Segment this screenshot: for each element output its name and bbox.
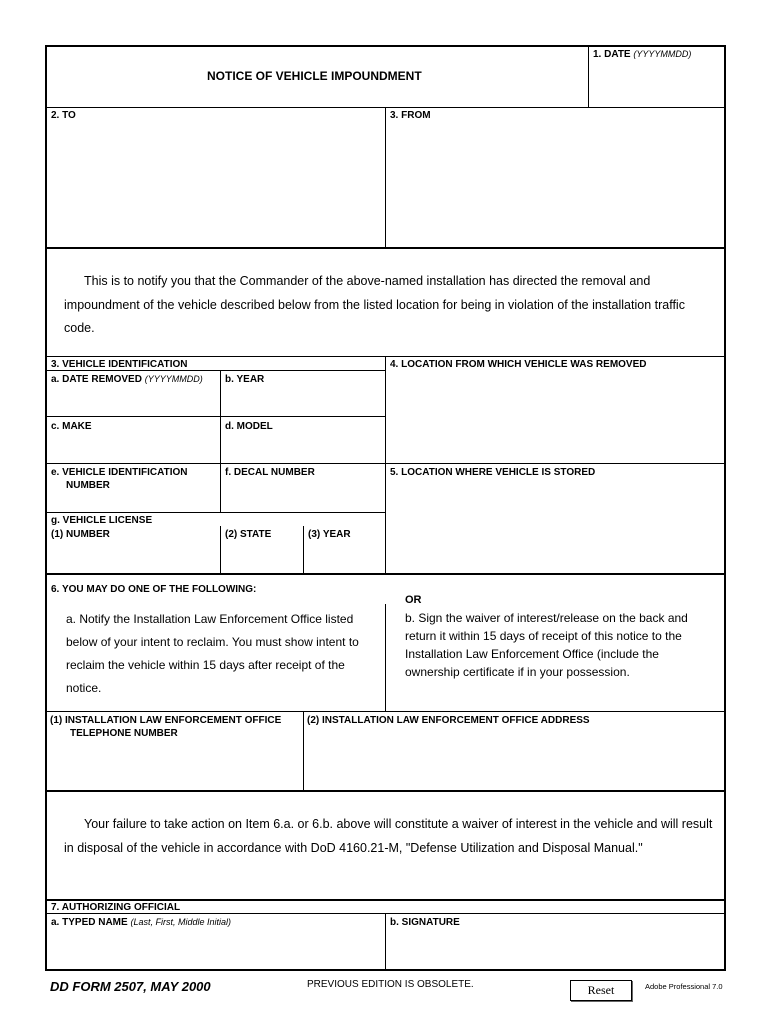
license-year-field[interactable] bbox=[307, 542, 382, 571]
vin-label: e. VEHICLE IDENTIFICATION NUMBER bbox=[51, 467, 188, 491]
license-state-label: (2) STATE bbox=[225, 529, 272, 540]
date-removed-field[interactable] bbox=[50, 388, 216, 413]
phone-label: (1) INSTALLATION LAW ENFORCEMENT OFFICE TELEPHONE NUMBER bbox=[50, 715, 282, 739]
location-stored-label: 5. LOCATION WHERE VEHICLE IS STORED bbox=[390, 467, 596, 478]
notice-paragraph: This is to notify you that the Commander of the above-named installation has directed the removal and impoundment of the vehicle described below from the listed location for being in violation of the installation traffic code. bbox=[64, 274, 685, 335]
signature-field[interactable] bbox=[390, 930, 720, 967]
year-label: b. YEAR bbox=[225, 374, 265, 385]
license-number-label: (1) NUMBER bbox=[51, 529, 110, 540]
location-removed-field[interactable] bbox=[390, 373, 720, 460]
form-title: NOTICE OF VEHICLE IMPOUNDMENT bbox=[207, 69, 422, 83]
to-field[interactable] bbox=[50, 124, 380, 244]
vin-field[interactable] bbox=[50, 493, 216, 510]
year-field[interactable] bbox=[224, 388, 382, 413]
software-note: Adobe Professional 7.0 bbox=[645, 982, 723, 991]
vehicle-identification-label: 3. VEHICLE IDENTIFICATION bbox=[51, 359, 188, 370]
signature-label: b. SIGNATURE bbox=[390, 917, 460, 928]
date-removed-label: a. DATE REMOVED (YYYYMMDD) bbox=[51, 374, 203, 385]
location-removed-label: 4. LOCATION FROM WHICH VEHICLE WAS REMOVED bbox=[390, 359, 647, 370]
typed-name-label: a. TYPED NAME (Last, First, Middle Initial) bbox=[51, 917, 231, 928]
from-field[interactable] bbox=[390, 124, 720, 244]
form-number: DD FORM 2507, MAY 2000 bbox=[50, 979, 211, 994]
license-year-label: (3) YEAR bbox=[308, 529, 351, 540]
address-field[interactable] bbox=[307, 729, 721, 787]
vehicle-license-label: g. VEHICLE LICENSE bbox=[51, 515, 153, 526]
make-label: c. MAKE bbox=[51, 421, 92, 432]
model-field[interactable] bbox=[224, 434, 382, 460]
option-b-text: b. Sign the waiver of interest/release on the back and return it within 15 days of receipt of this notice to the Installation Law Enforcement Office (include the ownership certificate if in your possession. bbox=[405, 611, 688, 679]
decal-number-field[interactable] bbox=[224, 480, 382, 510]
option-a-text: a. Notify the Installation Law Enforcement Office listed below of your intent to reclaim. You must show intent to reclaim the vehicle within 15 days after receipt of the notice. bbox=[66, 612, 359, 695]
to-label: 2. TO bbox=[51, 110, 76, 121]
address-label: (2) INSTALLATION LAW ENFORCEMENT OFFICE ADDRESS bbox=[307, 715, 590, 726]
make-field[interactable] bbox=[50, 434, 216, 460]
license-number-field[interactable] bbox=[50, 542, 216, 571]
license-state-field[interactable] bbox=[224, 542, 300, 571]
date-field[interactable] bbox=[592, 62, 722, 104]
typed-name-field[interactable] bbox=[50, 930, 382, 967]
authorizing-official-label: 7. AUTHORIZING OFFICIAL bbox=[51, 902, 181, 913]
phone-field[interactable] bbox=[50, 742, 300, 787]
options-label: 6. YOU MAY DO ONE OF THE FOLLOWING: bbox=[51, 584, 257, 595]
model-label: d. MODEL bbox=[225, 421, 273, 432]
reset-button[interactable]: Reset bbox=[570, 980, 632, 1001]
failure-paragraph: Your failure to take action on Item 6.a. or 6.b. above will constitute a waiver of interest in the vehicle and will result in disposal of the vehicle in accordance with DoD 4160.21-M, "Defense Utilization and Disposal Manual." bbox=[64, 817, 713, 855]
date-label: 1. DATE (YYYYMMDD) bbox=[593, 49, 692, 60]
location-stored-field[interactable] bbox=[390, 481, 720, 570]
or-label: OR bbox=[405, 594, 422, 606]
from-label: 3. FROM bbox=[390, 110, 431, 121]
decal-number-label: f. DECAL NUMBER bbox=[225, 467, 315, 478]
obsolete-note: PREVIOUS EDITION IS OBSOLETE. bbox=[307, 979, 474, 990]
